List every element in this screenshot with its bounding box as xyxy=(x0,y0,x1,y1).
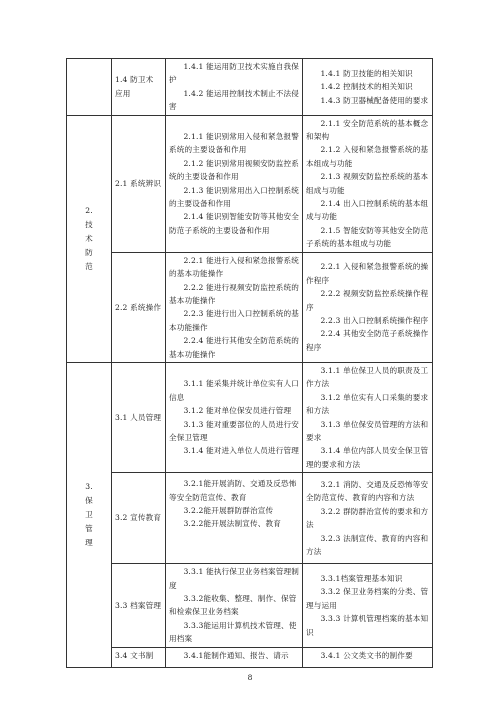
skill-item: 3.1.1 能采集并统计单位实有人口信息 xyxy=(169,379,299,402)
skill-item: 3.1.3 能对重要部位的人员进行安全保卫管理 xyxy=(169,419,299,442)
category-cell xyxy=(67,59,112,116)
skill-item: 2.2.3 能进行出入口控制系统的基本功能操作 xyxy=(169,309,299,332)
unit-label: 3.4 文书制 xyxy=(115,650,154,660)
skill-cell xyxy=(166,252,303,362)
knowledge-item: 2.1.4 出入口控制系统的基本组成与功能 xyxy=(306,199,429,222)
unit-cell xyxy=(112,564,166,647)
knowledge-item: 3.3.2 保卫业务档案的分类、管理与运用 xyxy=(306,587,429,610)
skill-item: 3.1.4 能对进入单位人员进行管理 xyxy=(183,446,299,456)
knowledge-item: 3.2.3 法制宣传、教育的内容和方法 xyxy=(306,533,429,556)
category-cell xyxy=(67,362,112,667)
knowledge-item: 2.1.2 入侵和紧急报警系统的基本组成与功能 xyxy=(306,145,429,168)
skill-cell xyxy=(166,564,303,647)
unit-label: 2.1 系统辨识 xyxy=(115,178,162,188)
skill-item: 1.4.1 能运用防卫技术实施自我保护 xyxy=(169,62,299,85)
skill-item: 2.2.4 能进行其他安全防范系统的基本功能操作 xyxy=(169,336,299,359)
skill-cell xyxy=(166,473,303,564)
skill-item: 3.2.2能开展法制宣传、教育 xyxy=(183,519,281,529)
skill-item: 3.4.1能制作通知、报告、请示 xyxy=(183,650,289,660)
knowledge-item: 2.1.5 智能安防等其他安全防范子系统的基本组成与功能 xyxy=(306,225,429,249)
unit-label: 1.4 防卫术 应用 xyxy=(115,75,154,98)
skill-cell xyxy=(166,362,303,472)
unit-cell xyxy=(112,647,166,667)
skill-cell xyxy=(166,647,303,667)
table-row xyxy=(67,564,433,647)
knowledge-item: 1.4.1 防卫技能的相关知识 xyxy=(320,68,413,78)
category-label: 2.技术防范 xyxy=(85,205,93,271)
knowledge-cell xyxy=(303,564,433,647)
skill-item: 3.2.2能开展群防群治宣传 xyxy=(183,506,274,515)
unit-cell xyxy=(112,59,166,116)
unit-label: 3.3 档案管理 xyxy=(115,600,162,610)
category-cell xyxy=(67,115,112,362)
skill-requirements-table xyxy=(66,58,433,668)
table-row xyxy=(67,115,433,252)
knowledge-item: 2.1.3 视频安防监控系统的基本组成与功能 xyxy=(306,172,429,195)
knowledge-cell xyxy=(303,59,433,116)
skill-item: 3.2.1能开展消防、交通及反恐怖等安全防范宣传、教育 xyxy=(169,479,297,502)
knowledge-item: 1.4.2 控制技术的相关知识 xyxy=(320,82,413,92)
knowledge-cell xyxy=(303,647,433,667)
knowledge-cell xyxy=(303,252,433,362)
skill-item: 3.3.1 能执行保卫业务档案管理制度 xyxy=(169,567,299,590)
skill-item: 2.2.2 能进行视频安防监控系统的基本功能操作 xyxy=(169,282,299,305)
knowledge-item: 3.1.2 单位实有人口采集的要求和方法 xyxy=(306,392,429,416)
knowledge-item: 2.2.4 其他安全防范子系统操作程序 xyxy=(306,329,429,352)
category-label: 3.保卫管理 xyxy=(85,481,93,547)
knowledge-item: 2.2.1 入侵和紧急报警系统的操作程序 xyxy=(306,262,429,285)
table-row xyxy=(67,473,433,564)
unit-label: 2.2 系统操作 xyxy=(115,302,162,312)
skill-cell xyxy=(166,115,303,252)
knowledge-cell xyxy=(303,473,433,564)
knowledge-cell xyxy=(303,115,433,252)
skill-item: 3.3.2能收集、整理、制作、保管和检索保卫业务档案 xyxy=(169,594,297,617)
knowledge-item: 3.2.2 群防群治宣传的要求和方法 xyxy=(306,506,429,530)
unit-cell xyxy=(112,362,166,472)
unit-cell xyxy=(112,252,166,362)
knowledge-item: 1.4.3 防卫器械配备使用的要求 xyxy=(320,95,429,105)
table-row xyxy=(67,252,433,362)
table-row xyxy=(67,362,433,472)
knowledge-item: 3.1.1 单位保卫人员的职责及工作方法 xyxy=(306,365,429,389)
knowledge-item: 3.1.4 单位内部人员安全保卫管理的要求和方法 xyxy=(306,446,429,469)
skill-item: 3.3.3能运用计算机技术管理、使用档案 xyxy=(169,620,297,644)
knowledge-item: 2.2.2 视频安防监控系统操作程序 xyxy=(306,289,429,312)
page-number: 8 xyxy=(247,673,253,682)
knowledge-item: 3.3.1档案管理基本知识 xyxy=(320,573,403,583)
unit-label: 3.2 宣传教育 xyxy=(115,513,162,523)
skill-item: 2.1.1 能识别常用入侵和紧急报警系统的主要设备和作用 xyxy=(169,132,299,155)
knowledge-item: 3.4.1 公文类文书的制作要 xyxy=(320,650,413,660)
table-row xyxy=(67,59,433,116)
knowledge-cell xyxy=(303,362,433,472)
skill-item: 2.1.3 能识别常用出入口控制系统的主要设备和作用 xyxy=(169,185,299,209)
skill-item: 3.1.2 能对单位保安员进行管理 xyxy=(183,406,292,416)
table-row xyxy=(67,647,433,667)
skill-item: 2.2.1 能进行入侵和紧急报警系统的基本功能操作 xyxy=(169,255,299,279)
skill-item: 2.1.4 能识别智能安防等其他安全防范子系统的主要设备和作用 xyxy=(169,212,299,235)
knowledge-item: 2.1.1 安全防范系统的基本概念和架构 xyxy=(306,118,429,142)
knowledge-item: 3.2.1 消防、交通及反恐怖等安全防范宣传、教育的内容和方法 xyxy=(306,479,429,503)
skill-item: 1.4.2 能运用控制技术制止不法侵害 xyxy=(169,88,299,112)
skill-cell xyxy=(166,59,303,116)
skill-item: 2.1.2 能识别常用视频安防监控系统的主要设备和作用 xyxy=(169,158,299,182)
knowledge-item: 3.3.3 计算机管理档案的基本知识 xyxy=(306,614,429,637)
knowledge-item: 2.2.3 出入口控制系统操作程序 xyxy=(320,316,429,326)
unit-cell xyxy=(112,115,166,252)
knowledge-item: 3.1.3 单位保安员管理的方法和要求 xyxy=(306,419,429,442)
unit-cell xyxy=(112,473,166,564)
unit-label: 3.1 人员管理 xyxy=(115,412,162,422)
